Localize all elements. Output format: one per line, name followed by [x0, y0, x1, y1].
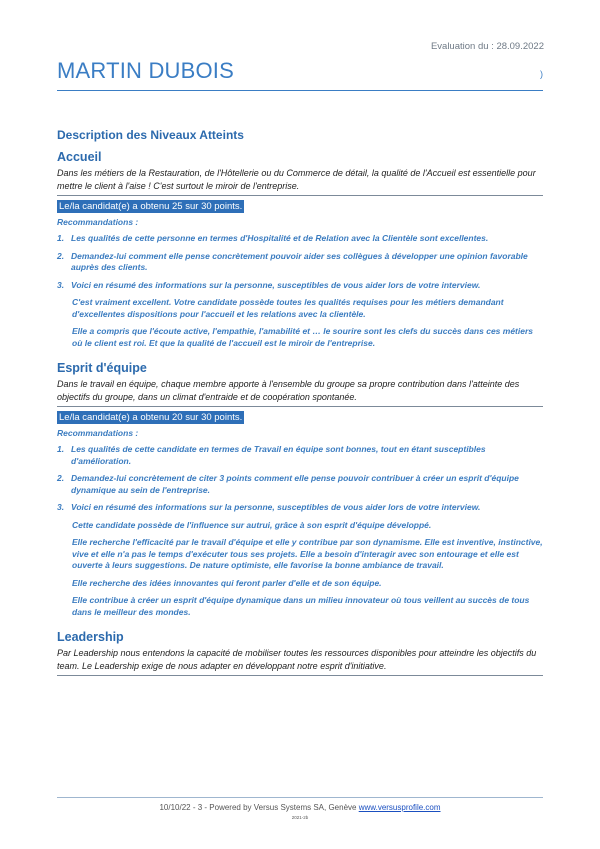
section-leadership	[57, 630, 543, 676]
section-description: Par Leadership nous entendons la capacité de mobiliser toutes les ressources disponibles pour atteindre les objectifs du team. Le Leadership exige de nous adapter en développant notre esprit d'initiative.	[57, 647, 543, 676]
recommendations-label: Recommandations :	[57, 217, 139, 227]
evaluation-date: Evaluation du : 28.09.2022	[430, 41, 544, 52]
summary-paragraph: Elle recherche des idées innovantes qui feront parler d'elle et de son équipe.	[72, 577, 382, 588]
section-accueil	[57, 150, 543, 349]
section-title: Leadership	[57, 630, 124, 644]
section-title: Accueil	[57, 150, 102, 164]
candidate-name: MARTIN DUBOIS	[57, 58, 234, 83]
summary-paragraphs	[57, 520, 543, 619]
recommendations-list	[57, 233, 543, 291]
recommendations-label: Recommandations :	[57, 428, 139, 438]
section-title: Esprit d'équipe	[57, 361, 147, 375]
footer-text: 10/10/22 - 3 - Powered by Versus Systems SA, Genève	[159, 803, 359, 812]
footer-divider	[57, 797, 543, 798]
score-highlight: Le/la candidat(e) a obtenu 20 sur 30 points.	[59, 412, 243, 423]
section-description: Dans les métiers de la Restauration, de l'Hôtellerie ou du Commerce de détail, la qualité de l'Accueil est essentielle pour mettre le client à l'aise ! C'est surtout le miroir de l'entreprise.	[57, 167, 543, 196]
summary-paragraph: C'est vraiment excellent. Votre candidate possède toutes les qualités requises pour les métiers demandant d'excellentes dispositions pour l'accueil et les relations avec la clientèle.	[72, 297, 504, 319]
report-content	[57, 128, 543, 688]
recommendation-item: 1. Les qualités de cette personne en termes d'Hospitalité et de Relation avec la Clientèle sont excellentes.	[57, 233, 489, 243]
versus-profile-link[interactable]: www.versusprofile.com	[358, 803, 441, 812]
section-esprit-equipe	[57, 361, 543, 618]
recommendations-list	[57, 444, 543, 514]
recommendation-item: 2. Demandez-lui concrètement de citer 3 points comment elle pense pouvoir contribuer à créer un esprit d'équipe dynamique au sein de l'entreprise.	[57, 473, 519, 495]
description-title: Description des Niveaux Atteints	[57, 128, 244, 142]
footer-code: 2021-2b	[291, 815, 309, 820]
summary-paragraph: Elle recherche l'efficacité par le travail d'équipe et elle y contribue par son dynamisme. Elle est inventive, instinctive, vive et elle n'a pas le temps d'exécuter tous ses projets. Elle a besoin d'interagir avec son entourage et elle est ouverte à leurs suggestions. De nature optimiste, elle favorise la bonne ambiance de travail.	[72, 537, 543, 570]
header-divider	[57, 90, 543, 91]
header-mark: )	[540, 69, 543, 79]
score-highlight: Le/la candidat(e) a obtenu 25 sur 30 points.	[59, 201, 243, 212]
summary-paragraphs	[57, 297, 543, 349]
recommendation-item: 3. Voici en résumé des informations sur la personne, susceptibles de vous aider lors de votre interview.	[57, 502, 481, 512]
recommendation-item: 2. Demandez-lui comment elle pense concrètement pouvoir aider ses collègues à développer une opinion favorable auprès des clients.	[57, 250, 528, 272]
page-footer	[0, 803, 600, 812]
summary-paragraph: Elle contribue à créer un esprit d'équipe dynamique dans un milieu innovateur où tous veillent au succès de tous dans le meilleur des mondes.	[72, 595, 530, 617]
recommendation-item: 1. Les qualités de cette candidate en termes de Travail en équipe sont bonnes, tout en étant susceptibles d'amélioration.	[57, 444, 486, 466]
section-description: Dans le travail en équipe, chaque membre apporte à l'ensemble du groupe sa propre contribution dans l'atteinte des objectifs du groupe, dans un climat d'entraide et de coopération spontanée.	[57, 378, 543, 407]
summary-paragraph: Elle a compris que l'écoute active, l'empathie, l'amabilité et … le sourire sont les clefs du succès dans ces métiers où le client est roi. Et que la qualité de l'accueil est le miroir de l'entreprise.	[72, 326, 533, 348]
recommendation-item: 3. Voici en résumé des informations sur la personne, susceptibles de vous aider lors de votre interview.	[57, 279, 481, 290]
summary-paragraph: Cette candidate possède de l'influence sur autrui, grâce à son esprit d'équipe développé.	[72, 519, 432, 530]
